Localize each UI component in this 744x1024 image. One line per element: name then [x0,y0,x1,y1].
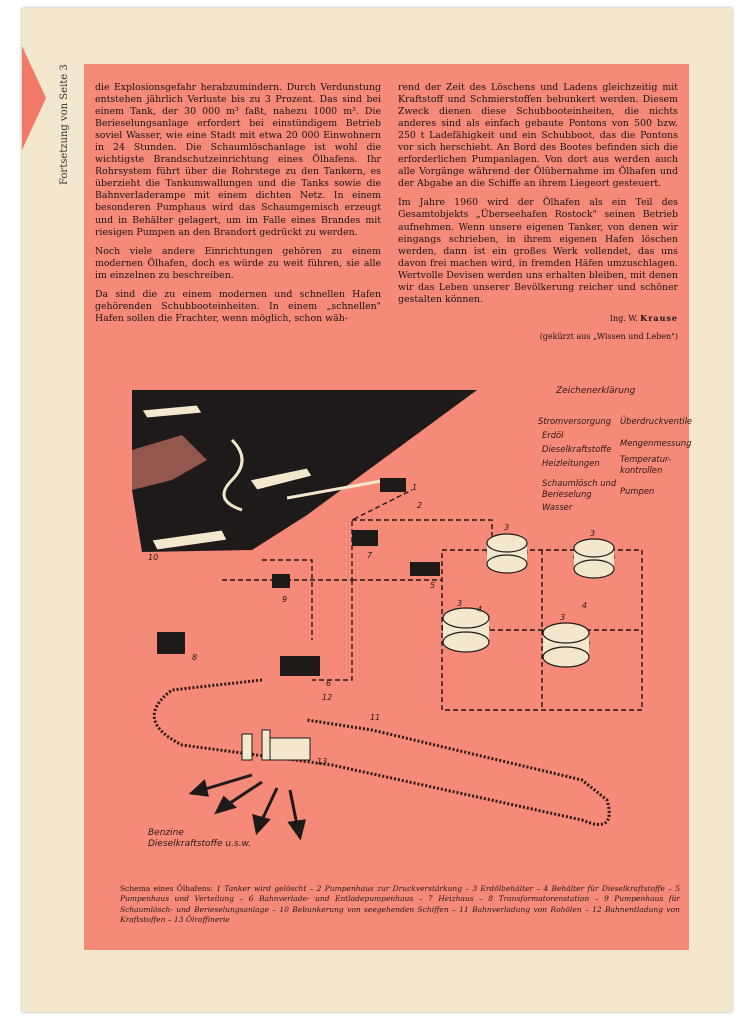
author-signature: Ing. W. Krause [609,312,678,323]
plan-number: 3 [560,613,566,622]
legend-item: kontrollen [620,465,663,475]
plan-number: 1 [412,483,418,492]
legend-item: Mengenmessung [620,438,692,448]
plan-number: 4 [477,605,483,614]
legend-item: Dieselkraftstoffe [542,444,612,454]
plan-number: 11 [370,713,381,722]
legend-item: Erdöl [542,430,564,440]
plan-number: 3 [457,599,463,608]
paragraph: Da sind die zu einem modernen und schnellen Hafen gehörenden Schubbooteinheiten. In einem „schnellen" Hafen sollen die Frachter, wenn möglich, schon wäh- [95,288,381,324]
plan-number: 4 [582,601,588,610]
paragraph: Noch viele andere Einrichtungen gehören zu einem modernen Ölhafen, doch es würde zu weit führen, sie alle im einzelnen zu beschreiben. [95,245,381,281]
output-label-line: Dieselkraftstoffe u.s.w. [148,839,252,849]
legend-item: Überdruckventile [620,416,693,426]
text-column-right [398,82,678,349]
plan-number: 3 [504,523,510,532]
paragraph: die Explosionsgefahr herabzumindern. Durch Verdunstung entstehen jährlich Verluste bis zu 3 Prozent. Das sind bei einem Tank, der 30 000 m³ faßt, nahezu 1000 m³. Die Berieselungsanlage erfordert bei einstündigem Betrieb soviel Wasser, wie eine Stadt mit etwa 20 000 Einwohnern in 24 Stunden. Die Schaumlöschanlage ist wohl die wichtigste Brandschutzeinrichtung eines Ölhafens. Ihr Rohrsystem führt über die Rohrstege zu den Tankern, es überzieht die Tankumwallungen und die Tanks sowie die Bahnverladerampe mit einem dichten Netz. In einem besonderen Pumphaus wird das Schaumgemisch erzeugt und in Behälter gelagert, um im Falle eines Brandes mit riesigen Pumpen an den Brandort gedrückt zu werden. [95,82,381,238]
plan-number: 9 [282,595,288,604]
text-column-left [95,82,381,332]
refinery [242,730,310,760]
figure-caption [120,884,680,926]
legend-item: Schaumlösch und [542,478,617,488]
plan-number: 6 [326,679,332,688]
source-note: (gekürzt aus „Wissen und Leben") [539,331,678,341]
caption-lead: Schema eines Ölhafens: [120,884,213,893]
plan-number: 12 [322,693,333,702]
plan-number: 7 [367,551,373,560]
legend-title: Zeichenerklärung [556,386,636,396]
output-label [148,828,251,850]
legend-item: Berieselung [542,489,592,499]
paragraph: Im Jahre 1960 wird der Ölhafen als ein Teil des Gesamtobjekts „Überseehafen Rostock" seinen Betrieb aufnehmen. Wenn unsere eigenen Tanker, von denen wir eingangs schrieben, in ihrem eigenen Hafen löschen werden, dann ist ein großes Werk vollendet, das uns davon frei machen wird, in fremden Häfen umzuschlagen. Wertvolle Devisen werden uns erhalten bleiben, mit denen wir das Leben unserer Bevölkerung reicher und schöner gestalten können. [398,197,678,305]
plan-number: 13 [317,757,328,766]
legend-item: Stromversorgung [538,416,612,426]
legend-item: Pumpen [620,486,655,496]
continuation-label: Fortsetzung von Seite 3 [59,64,70,185]
legend-item: Wasser [542,502,573,512]
caption-items: 1 Tanker wird gelöscht – 2 Pumpenhaus zur Druckverstärkung – 3 Erdölbehälter – 4 Behälter für Dieselkraftstoffe – 5 Pumpenhaus und Verteilung – 6 Bahnverlade- und Entladepumpenhaus – 7 Heizhaus – 8 Transformatorenstation – 9 Pumpenhaus für Schaumlösch- und Berieselungsanlage – 10 Bebunkerung von seegehenden Schiffen – 11 Bahnverladung von Rohölen – 12 Bahnentladung von Kraftstoffen – 13 Ölraffinerie [120,884,680,925]
page-tab-marker [22,46,46,150]
plan-number: 3 [590,529,596,538]
output-label-line: Benzine [148,828,184,838]
legend-item: Heizleitungen [542,458,600,468]
storage-tanks [443,534,614,667]
legend-item: Temperatur- [620,454,672,464]
legend [520,386,693,512]
plan-number: 10 [148,553,159,562]
plan-number: 5 [430,581,436,590]
plan-number: 2 [417,501,423,510]
paragraph: rend der Zeit des Löschens und Ladens gleichzeitig mit Kraftstoff und Schmierstoffen bebunkert werden. Diesem Zweck dienen diese Schubbooteinheiten, die nichts anderes sind als einfach gebaute Pontons von 500 bzw. 250 t Ladefähigkeit und ein Schubboot, das die Pontons vor sich herschiebt. An Bord des Bootes befinden sich die erforderlichen Pumpanlagen. Von dort aus werden auch alle Vorgänge während der Ölübernahme im Ölhafen und der Abgabe an die Schiffe an ihrem Liegeort gesteuert. [398,82,678,190]
plan-number: 8 [192,653,198,662]
